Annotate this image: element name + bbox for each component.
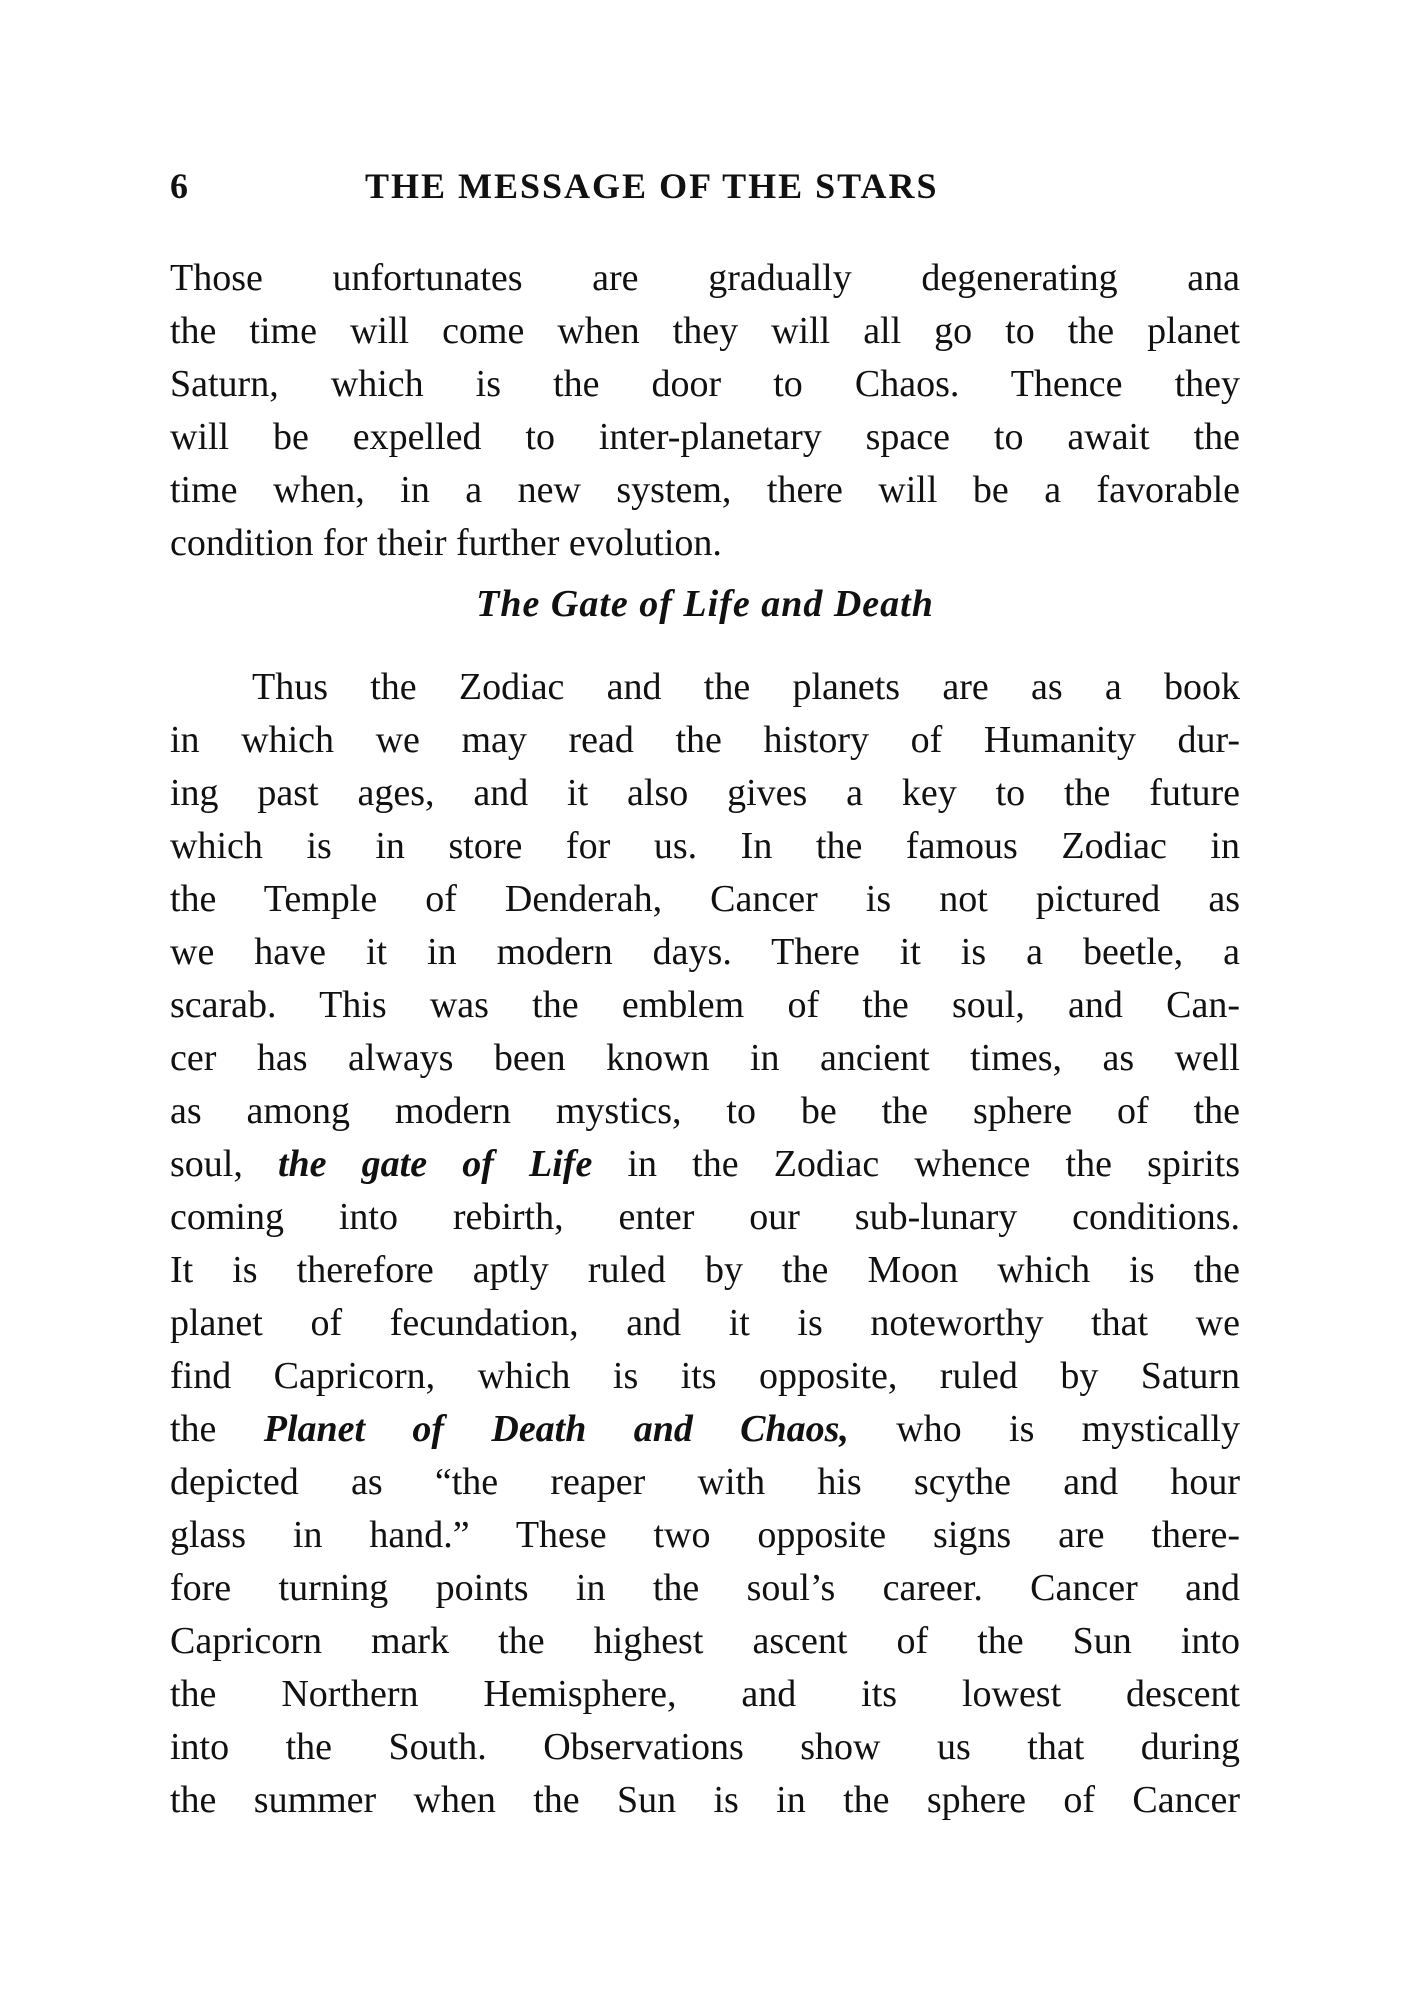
text-line: in which we may read the history of Humanity dur-	[170, 719, 1240, 761]
text-line: the summer when the Sun is in the sphere of Cancer	[170, 1779, 1240, 1821]
text-line: Capricorn mark the highest ascent of the Sun into	[170, 1620, 1240, 1662]
text-line: scarab. This was the emblem of the soul, and Can-	[170, 984, 1240, 1026]
running-head	[170, 165, 1240, 215]
text-line: we have it in modern days. There it is a beetle, a	[170, 931, 1240, 973]
section-heading: The Gate of Life and Death	[476, 583, 934, 625]
text-line: time when, in a new system, there will be a favorable	[170, 469, 1240, 511]
paragraph-2	[170, 661, 1240, 1827]
text-line: into the South. Observations show us that during	[170, 1726, 1240, 1768]
emphasis-text: the gate of Life	[277, 1143, 593, 1185]
text-line: Thus the Zodiac and the planets are as a book	[252, 666, 1240, 708]
running-title: THE MESSAGE OF THE STARS	[365, 166, 939, 206]
text-run: soul,	[170, 1143, 278, 1185]
text-line: Those unfortunates are gradually degenerating ana	[170, 257, 1240, 299]
body-text	[170, 252, 1240, 1827]
text-line: the Northern Hemisphere, and its lowest descent	[170, 1673, 1240, 1715]
text-line: as among modern mystics, to be the sphere of the	[170, 1090, 1240, 1132]
text-line: ing past ages, and it also gives a key to the future	[170, 772, 1240, 814]
text-line: find Capricorn, which is its opposite, ruled by Saturn	[170, 1355, 1240, 1397]
text-line: condition for their further evolution.	[170, 522, 722, 564]
text-run: who is mystically	[848, 1408, 1240, 1450]
text-line: will be expelled to inter-planetary space to await the	[170, 416, 1240, 458]
text-line: the time will come when they will all go to the planet	[170, 310, 1240, 352]
text-line-with-emphasis	[170, 1403, 1240, 1456]
text-line: glass in hand.” These two opposite signs are there-	[170, 1514, 1240, 1556]
text-line: the Temple of Denderah, Cancer is not pictured as	[170, 878, 1240, 920]
text-line: depicted as “the reaper with his scythe and hour	[170, 1461, 1240, 1503]
text-line: fore turning points in the soul’s career. Cancer and	[170, 1567, 1240, 1609]
text-line: It is therefore aptly ruled by the Moon which is the	[170, 1249, 1240, 1291]
text-line: coming into rebirth, enter our sub-lunary conditions.	[170, 1196, 1240, 1238]
text-line-with-emphasis	[170, 1138, 1240, 1191]
paragraph-1	[170, 252, 1240, 570]
text-line: which is in store for us. In the famous Zodiac in	[170, 825, 1240, 867]
page-number: 6	[170, 166, 189, 206]
text-line: Saturn, which is the door to Chaos. Thence they	[170, 363, 1240, 405]
emphasis-text: Planet of Death and Chaos,	[263, 1408, 849, 1450]
text-line: cer has always been known in ancient times, as well	[170, 1037, 1240, 1079]
text-line: planet of fecundation, and it is noteworthy that we	[170, 1302, 1240, 1344]
text-run: in the Zodiac whence the spirits	[592, 1143, 1240, 1185]
text-run: the	[170, 1408, 264, 1450]
